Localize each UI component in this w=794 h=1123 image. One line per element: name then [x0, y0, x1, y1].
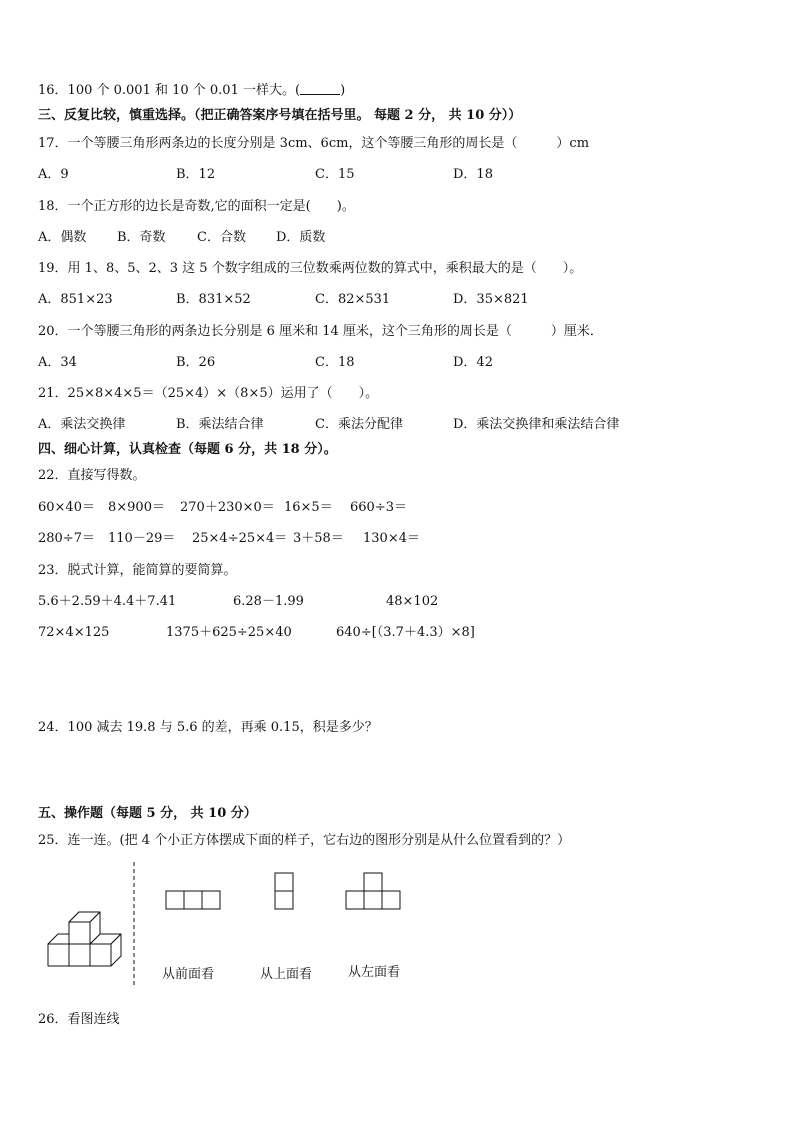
q16-close: ) [340, 83, 346, 98]
view-shape-2[interactable] [275, 873, 293, 909]
q17-option-c[interactable]: C．15 [315, 167, 355, 182]
q19-option-c[interactable]: C．82×531 [315, 292, 391, 307]
view-shape-3[interactable] [346, 873, 400, 909]
question-22-stem: 22．直接写得数。 [38, 468, 146, 483]
q17-option-a[interactable]: A．9 [38, 167, 69, 182]
view-shape-1[interactable] [166, 891, 220, 909]
q19-option-d[interactable]: D．35×821 [453, 292, 529, 307]
q19-option-b[interactable]: B．831×52 [176, 292, 251, 307]
q22-item: 110－29＝ [108, 531, 176, 546]
q22-item: 280÷7＝ [38, 531, 95, 546]
q21-option-b[interactable]: B．乘法结合律 [176, 417, 264, 432]
question-25-stem: 25．连一连。(把 4 个小正方体摆成下面的样子，它右边的图形分别是从什么位置看到的？） [38, 833, 571, 848]
q16-text: 16．100 个 0.001 和 10 个 0.01 一样大。( [38, 83, 301, 98]
section-4-title: 四、细心计算，认真检查（每题 6 分，共 18 分）。 [38, 442, 337, 457]
section-3-title: 三、反复比较，慎重选择。（把正确答案序号填在括号里。 每题 2 分， 共 10 分）） [38, 108, 522, 123]
q20-option-b[interactable]: B．26 [176, 355, 216, 370]
section-5-title: 五、操作题（每题 5 分， 共 10 分） [38, 806, 257, 821]
q22-item: 270＋230×0＝ [180, 500, 275, 515]
q22-item: 8×900＝ [108, 500, 165, 515]
q17-option-b[interactable]: B．12 [176, 167, 216, 182]
q19-option-a[interactable]: A．851×23 [38, 292, 113, 307]
stacked-cubes-drawing [48, 912, 121, 966]
question-20-stem: 20．一个等腰三角形的两条边长分别是 6 厘米和 14 厘米，这个三角形的周长是（ ）厘米． [38, 324, 603, 339]
label-top-view[interactable]: 从上面看 [260, 967, 313, 982]
q22-item: 60×40＝ [38, 500, 95, 515]
question-19-stem: 19．用 1、8、5、2、3 这 5 个数字组成的三位数乘两位数的算式中，乘积最大的是（ ）。 [38, 261, 583, 276]
q23-item: 640÷[（3.7＋4.3）×8] [336, 625, 475, 640]
q18-option-b[interactable]: B．奇数 [117, 230, 166, 245]
q20-option-d[interactable]: D．42 [453, 355, 493, 370]
q23-item: 48×102 [386, 594, 439, 609]
q22-item: 3＋58＝ [293, 531, 344, 546]
q20-option-c[interactable]: C．18 [315, 355, 355, 370]
question-24-stem: 24．100 减去 19.8 与 5.6 的差，再乘 0.15，积是多少？ [38, 720, 378, 735]
q18-option-a[interactable]: A．偶数 [38, 230, 87, 245]
q20-option-a[interactable]: A．34 [38, 355, 77, 370]
question-23-stem: 23．脱式计算，能简算的要简算。 [38, 563, 237, 578]
q22-item: 16×5＝ [284, 500, 333, 515]
label-front-view[interactable]: 从前面看 [162, 967, 215, 982]
q21-option-a[interactable]: A．乘法交换律 [38, 417, 126, 432]
q23-item: 5.6＋2.59＋4.4＋7.41 [38, 594, 177, 609]
q22-item: 25×4÷25×4＝ [192, 531, 288, 546]
question-17-stem: 17．一个等腰三角形两条边的长度分别是 3cm、6cm，这个等腰三角形的周长是（ ）cm [38, 136, 590, 151]
q22-item: 130×4＝ [363, 531, 420, 546]
q23-item: 6.28－1.99 [233, 594, 304, 609]
label-left-view[interactable]: 从左面看 [348, 965, 401, 980]
q22-item: 660÷3＝ [350, 500, 407, 515]
q21-option-d[interactable]: D．乘法交换律和乘法结合律 [453, 417, 620, 432]
q18-option-c[interactable]: C．合数 [197, 230, 246, 245]
question-26-stem: 26．看图连线 [38, 1012, 120, 1027]
question-18-stem: 18．一个正方形的边长是奇数,它的面积一定是( )。 [38, 199, 355, 214]
q21-option-c[interactable]: C．乘法分配律 [315, 417, 403, 432]
question-21-stem: 21．25×8×4×5＝（25×4）×（8×5）运用了（ ）。 [38, 386, 379, 401]
q18-option-d[interactable]: D．质数 [276, 230, 326, 245]
q17-option-d[interactable]: D．18 [453, 167, 493, 182]
q23-item: 1375＋625÷25×40 [166, 625, 292, 640]
q23-item: 72×4×125 [38, 625, 110, 640]
